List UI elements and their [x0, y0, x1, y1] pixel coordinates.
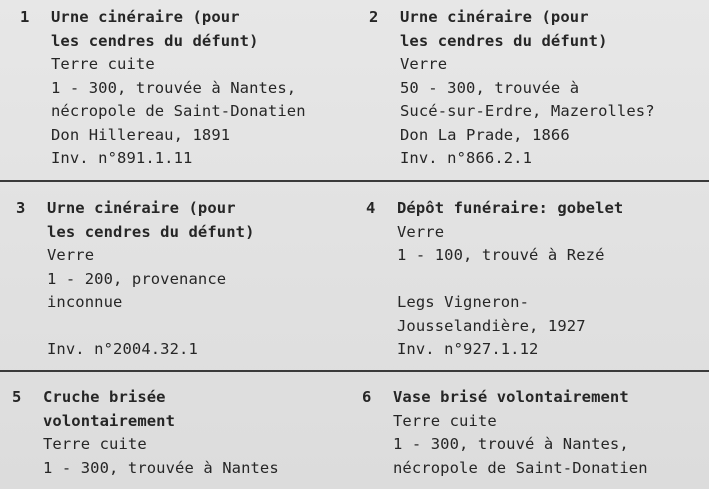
entry-date-origin: 1 - 100, trouvé à Rezé: [397, 246, 605, 264]
entry-title-line: Urne cinéraire (pour: [51, 8, 240, 26]
entry-date-origin: 50 - 300, trouvée à: [400, 78, 580, 97]
divider-rule: [0, 180, 709, 182]
entry-provenance: Legs Vigneron-: [397, 293, 530, 311]
entry-date-origin: Sucé-sur-Erdre, Mazerolles?: [400, 102, 655, 120]
entry-provenance: Don Hillereau, 1891: [51, 125, 231, 144]
entry-inventory-number: Inv. n°927.1.12: [397, 340, 539, 358]
entry-number: 2: [369, 8, 379, 26]
entry-title-line: les cendres du défunt): [47, 222, 255, 241]
entry-number: 4: [366, 199, 376, 217]
entry-material: Terre cuite: [393, 411, 497, 430]
entry-date-origin: 1 - 300, trouvée à Nantes: [43, 458, 279, 477]
entry-title-line: Dépôt funéraire: gobelet: [397, 199, 624, 217]
entry-provenance: Don La Prade, 1866: [400, 125, 570, 144]
entry-number: 3: [16, 199, 26, 217]
entry-material: Terre cuite: [51, 55, 155, 73]
entry-date-origin: 1 - 200, provenance: [47, 269, 227, 288]
entry-inventory-number: Inv. n°891.1.11: [51, 149, 193, 167]
entry-material: Verre: [47, 246, 95, 264]
entry-material: Verre: [400, 55, 448, 73]
entry-date-origin: inconnue: [47, 293, 123, 311]
entry-title-line: les cendres du défunt): [400, 31, 608, 50]
entry-provenance: Jousselandière, 1927: [397, 316, 586, 335]
entry-title-line: Cruche brisée: [43, 388, 166, 406]
entry-title-line: volontairement: [43, 411, 176, 430]
divider-rule: [0, 370, 709, 372]
entry-date-origin: 1 - 300, trouvé à Nantes,: [393, 435, 629, 453]
entry-material: Verre: [397, 222, 445, 241]
entry-title-line: Urne cinéraire (pour: [47, 199, 236, 217]
entry-date-origin: nécropole de Saint-Donatien: [393, 458, 648, 477]
entry-inventory-number: Inv. n°866.2.1: [400, 149, 533, 167]
entry-inventory-number: Inv. n°2004.32.1: [47, 340, 198, 358]
entry-title-line: les cendres du défunt): [51, 31, 259, 50]
entry-title-line: Vase brisé volontairement: [393, 388, 629, 406]
entry-number: 5: [12, 388, 22, 406]
entry-date-origin: nécropole de Saint-Donatien: [51, 102, 306, 120]
entry-number: 6: [362, 388, 372, 406]
entry-material: Terre cuite: [43, 435, 147, 453]
entry-title-line: Urne cinéraire (pour: [400, 8, 589, 26]
entry-date-origin: 1 - 300, trouvée à Nantes,: [51, 78, 297, 97]
entry-number: 1: [20, 8, 30, 26]
